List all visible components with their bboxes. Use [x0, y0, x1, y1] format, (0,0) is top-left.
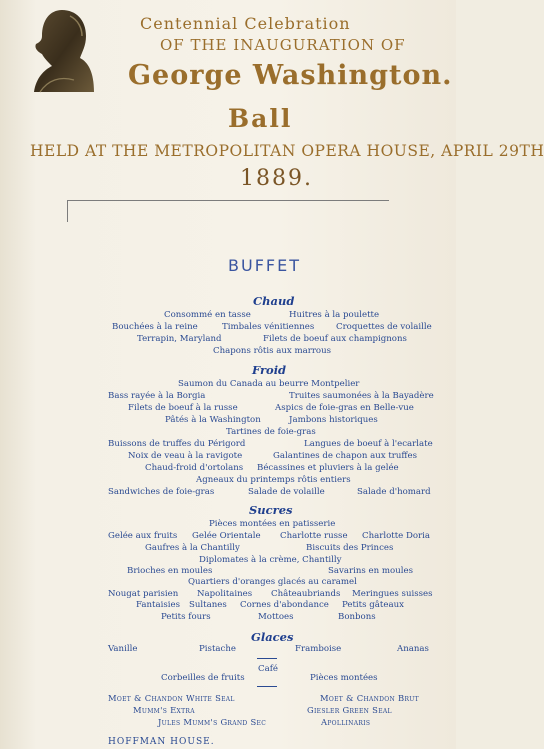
section-chaud: Chaud	[253, 294, 295, 308]
menu-item: Café	[258, 664, 278, 674]
menu-item: Biscuits des Princes	[306, 543, 394, 553]
section-sucres: Sucres	[249, 503, 293, 517]
footer-hoffman-house: HOFFMAN HOUSE.	[108, 737, 215, 747]
menu-item: Salade de volaille	[248, 487, 325, 497]
menu-item: Filets de boeuf aux champignons	[263, 334, 407, 344]
title-ball: Ball	[228, 104, 293, 133]
menu-item: Petits fours	[161, 612, 211, 622]
menu-item: Mottoes	[258, 612, 294, 622]
menu-item: Quartiers d'oranges glacés au caramel	[188, 577, 357, 587]
menu-item: Tartines de foie-gras	[226, 427, 316, 437]
title-year: 1889.	[240, 166, 313, 191]
wine-item: Mumm's Extra	[133, 705, 195, 715]
menu-item: Corbeilles de fruits	[161, 673, 245, 683]
wine-item: Jules Mumm's Grand Sec	[158, 717, 267, 727]
menu-item: Jambons historiques	[289, 415, 378, 425]
menu-item: Nougat parisien	[108, 589, 179, 599]
menu-item: Pièces montées	[310, 673, 378, 683]
menu-item: Timbales vénitiennes	[222, 322, 315, 332]
title-centennial-celebration: Centennial Celebration	[140, 14, 351, 33]
menu-item: Bonbons	[338, 612, 376, 622]
title-george-washington: George Washington.	[128, 60, 453, 91]
menu-item: Pistache	[199, 644, 236, 654]
wine-item: Apollinaris	[321, 717, 371, 727]
menu-item: Fantaisies	[136, 600, 181, 610]
menu-item: Agneaux du printemps rôtis entiers	[196, 475, 351, 485]
menu-item: Charlotte russe	[280, 531, 348, 541]
wine-item: Moet & Chandon White Seal	[108, 693, 235, 703]
divider	[257, 658, 277, 659]
menu-item: Meringues suisses	[352, 589, 433, 599]
wine-item: Giesler Green Seal	[307, 705, 392, 715]
menu-item: Charlotte Doria	[362, 531, 431, 541]
menu-item: Croquettes de volaille	[336, 322, 432, 332]
divider	[257, 686, 277, 687]
menu-item: Pièces montées en patisserie	[209, 519, 336, 529]
menu-item: Truites saumonées à la Bayadère	[289, 391, 434, 401]
menu-item: Pâtés à la Washington	[165, 415, 261, 425]
menu-item: Consommé en tasse	[164, 310, 251, 320]
menu-item: Buissons de truffes du Périgord	[108, 439, 246, 449]
menu-item: Filets de boeuf à la russe	[128, 403, 238, 413]
menu-item: Sandwiches de foie-gras	[108, 487, 215, 497]
frame-rule-horizontal	[67, 200, 389, 201]
menu-item: Ananas	[397, 644, 429, 654]
menu-item: Brioches en moules	[127, 566, 213, 576]
frame-rule-vertical	[67, 200, 68, 222]
menu-item: Salade d'homard	[357, 487, 431, 497]
menu-item: Bouchées à la reine	[112, 322, 198, 332]
menu-item: Vanille	[108, 644, 138, 654]
menu-item: Cornes d'abondance	[240, 600, 329, 610]
menu-item: Gelée aux fruits	[108, 531, 178, 541]
menu-item: Bass rayée à la Borgia	[108, 391, 206, 401]
menu-item: Huitres à la poulette	[289, 310, 380, 320]
menu-item: Napolitaines	[197, 589, 253, 599]
menu-item: Gaufres à la Chantilly	[145, 543, 240, 553]
washington-portrait-medallion	[30, 6, 96, 94]
menu-item: Bécassines et pluviers à la gelée	[257, 463, 399, 473]
menu-item: Châteaubriands	[271, 589, 341, 599]
menu-item: Noix de veau à la ravigote	[128, 451, 243, 461]
menu-item: Diplomates à la crème, Chantilly	[199, 555, 342, 565]
menu-item: Terrapin, Maryland	[137, 334, 222, 344]
buffet-heading: BUFFET	[228, 256, 301, 275]
menu-item: Galantines de chapon aux truffes	[273, 451, 418, 461]
wine-item: Moet & Chandon Brut	[320, 693, 419, 703]
menu-item: Petits gâteaux	[342, 600, 404, 610]
menu-item: Framboise	[295, 644, 342, 654]
menu-item: Savarins en moules	[328, 566, 413, 576]
section-glaces: Glaces	[251, 630, 294, 644]
menu-item: Sultanes	[189, 600, 227, 610]
section-froid: Froid	[252, 363, 287, 377]
title-venue-date: HELD AT THE METROPOLITAN OPERA HOUSE, APRIL 29TH	[30, 142, 544, 160]
menu-item: Aspics de foie-gras en Belle-vue	[275, 403, 414, 413]
title-of-the-inauguration: OF THE INAUGURATION OF	[160, 36, 406, 54]
menu-item: Langues de boeuf à l'ecarlate	[304, 439, 433, 449]
menu-item: Chaud-froid d'ortolans	[145, 463, 244, 473]
menu-item: Gelée Orientale	[192, 531, 261, 541]
menu-item: Saumon du Canada au beurre Montpelier	[178, 379, 360, 389]
menu-item: Chapons rôtis aux marrous	[213, 346, 332, 356]
